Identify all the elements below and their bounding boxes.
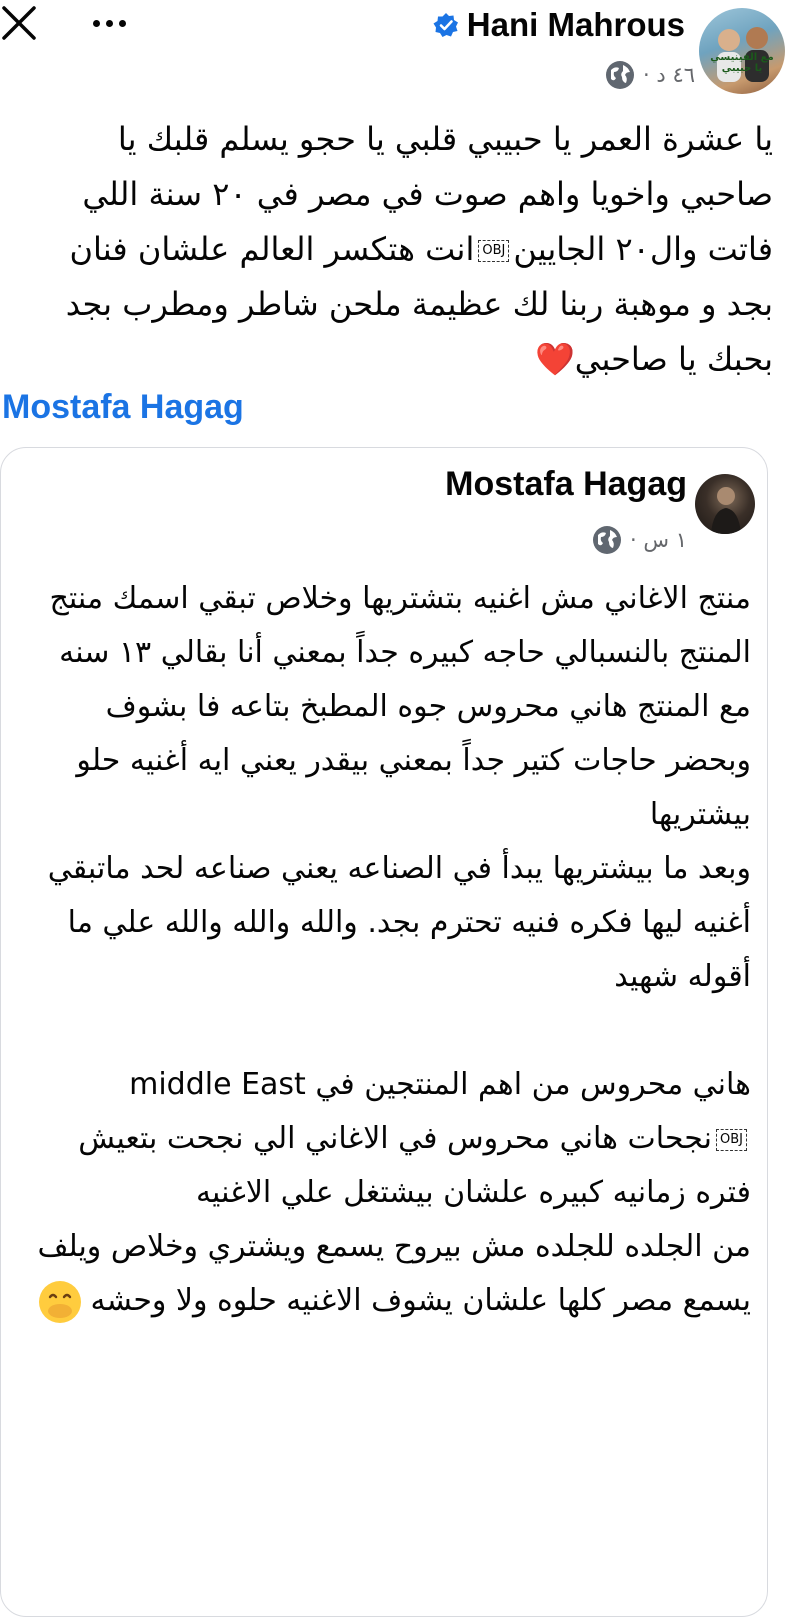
shared-post-body <box>24 572 751 1328</box>
shared-line: منتج الاغاني مش اغنيه بتشتريها وخلاص تبقي اسمك منتج <box>49 581 751 616</box>
shared-line: مع المنتج هاني محروس جوه المطبخ بتاعه فا بشوف وبحضر حاجات كتير جداً بمعني بيقدر يعني ايه أغنيه حلو بيشتريها <box>76 689 751 832</box>
shared-author-link[interactable]: Mostafa Hagag <box>2 388 244 426</box>
shared-post-time[interactable]: ١ س · <box>630 528 687 552</box>
avatar-photo <box>695 474 755 534</box>
shared-author-avatar[interactable] <box>695 474 755 534</box>
post-line: يا عشرة العمر يا حبيبي قلبي يا حجو يسلم قلبك يا <box>117 120 773 158</box>
post-line: فاتت وال٢٠ الجايينOBJانت هتكسر العالم علشان فنان <box>69 230 773 268</box>
author-name[interactable]: Hani Mahrous <box>466 6 685 43</box>
blank-line <box>24 1004 751 1058</box>
object-placeholder-icon: OBJ <box>478 240 509 262</box>
post-line: بحبك يا صاحبي❤️ <box>534 340 773 378</box>
shared-line: وبعد ما بيشتريها يبدأ في الصناعه يعني صناعه لحد ماتبقي <box>47 851 751 886</box>
post-body <box>22 112 773 387</box>
shared-line: هاني محروس من اهم المنتجين في middle East <box>129 1067 751 1102</box>
post-time[interactable]: ٤٦ د · <box>643 63 695 87</box>
shared-line: OBJنجحات هاني محروس في الاغاني الي نجحت بتعيش <box>24 1112 751 1166</box>
post-header <box>0 0 795 110</box>
post-line: بجد و موهبة ربنا لك عظيمة ملحن شاطر ومطرب بجد <box>65 285 773 323</box>
author-avatar[interactable] <box>699 8 785 94</box>
heart-icon: ❤️ <box>534 340 575 378</box>
face-with-hand-over-mouth-icon <box>39 1281 81 1323</box>
more-dots-icon <box>93 20 100 27</box>
shared-line: فتره زمانيه كبيره علشان بيشتغل علي الاغنيه <box>195 1175 751 1210</box>
shared-post-meta <box>592 521 687 559</box>
object-placeholder-icon: OBJ <box>716 1129 747 1151</box>
shared-author-name[interactable]: Mostafa Hagag <box>445 465 687 503</box>
close-button[interactable] <box>0 4 38 42</box>
shared-line: المنتج بالنسبالي حاجه كبيره جداً بمعني أنا بقالي ١٣ سنه <box>59 635 751 670</box>
verified-badge-icon <box>433 12 459 38</box>
more-options-button[interactable] <box>86 8 132 38</box>
shared-line: من الجلده للجلده مش بيروح يسمع ويشتري وخلاص ويلف يسمع مصر كلها علشان يشوف الاغنيه حلوه ولا وحشه <box>24 1220 751 1328</box>
globe-icon <box>592 525 622 555</box>
shared-line: أغنيه ليها فكره فنيه تحترم بجد. والله والله والله علي ما أقوله شهيد <box>67 905 751 994</box>
post-line: صاحبي واخويا واهم صوت في مصر في ٢٠ سنة اللي <box>82 175 773 213</box>
avatar-caption: مع الفينيسي يا حبيبي <box>710 52 774 74</box>
globe-icon <box>605 60 635 90</box>
close-icon <box>0 4 38 42</box>
author-row <box>433 0 685 50</box>
post-meta <box>605 56 695 94</box>
avatar-photo <box>699 8 785 94</box>
